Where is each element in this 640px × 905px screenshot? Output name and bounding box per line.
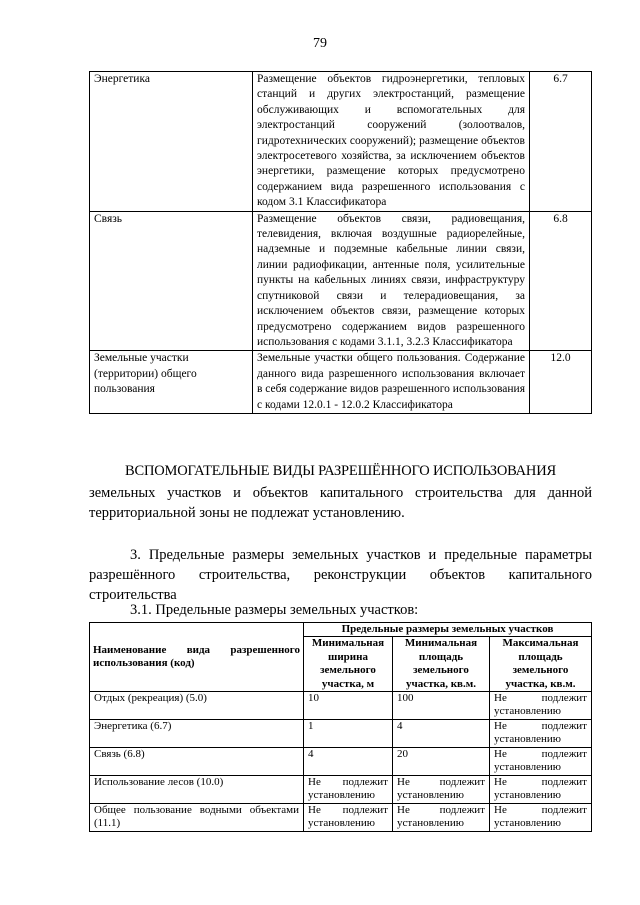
row-max-area: Не подлежит установлению [490, 692, 592, 720]
use-code-cell: 6.7 [530, 72, 592, 212]
row-max-area: Не подлежит установлению [490, 748, 592, 776]
row-min-width: Не подлежит установлению [304, 804, 393, 832]
use-description-cell: Размещение объектов связи, радиовещания, телевидения, включая воздушные радиорелейные, надземные и подземные кабельные линии связи, линии радиофикации, антенные поля, усилительные пункты на кабельных линиях связи, инфраструктуру спутниковой связи и телерадиовещания, за исключением объектов связи, размещение которых предусмотрено содержанием видов разрешенного использования с кодами 3.1.1, 3.2.3 Классификатора [253, 211, 530, 351]
table-row [90, 748, 592, 776]
row-max-area: Не подлежит установлению [490, 720, 592, 748]
row-min-width: 1 [304, 720, 393, 748]
use-name-cell: Земельные участки (территории) общего пользования [90, 351, 253, 414]
use-code-cell: 12.0 [530, 351, 592, 414]
use-description-cell: Размещение объектов гидроэнергетики, тепловых станций и других электростанций, размещение обслуживающих и вспомогательных для электростанций сооружений (золоотвалов, гидротехнических сооружений); размещение объектов электросетевого хозяйства, за исключением объектов энергетики, размещение которых предусмотрено содержанием вида разрешенного использования с кодом 3.1 Классификатора [253, 72, 530, 212]
header-min-width: Минимальная ширина земельного участка, м [304, 637, 393, 692]
table-row [90, 211, 592, 351]
row-max-area: Не подлежит установлению [490, 776, 592, 804]
row-min-width: 10 [304, 692, 393, 720]
header-use-name: Наименование вида разрешенного использования (код) [90, 623, 304, 692]
header-group: Предельные размеры земельных участков [304, 623, 592, 637]
section-heading-continuation: земельных участков и объектов капитального строительства для данной территориальной зоны не подлежат установлению. [89, 485, 592, 521]
row-use-name: Общее пользование водными объектами (11.1) [90, 804, 304, 832]
row-min-area: 4 [393, 720, 490, 748]
header-min-area: Минимальная площадь земельного участка, кв.м. [393, 637, 490, 692]
row-use-name: Использование лесов (10.0) [90, 776, 304, 804]
row-min-width: Не подлежит установлению [304, 776, 393, 804]
table-row [90, 804, 592, 832]
section-heading: ВСПОМОГАТЕЛЬНЫЕ ВИДЫ РАЗРЕШЁННОГО ИСПОЛЬЗОВАНИЯ [125, 463, 556, 479]
use-name-cell: Энергетика [90, 72, 253, 212]
row-min-area: 100 [393, 692, 490, 720]
table-header-row [90, 623, 592, 637]
row-min-area: Не подлежит установлению [393, 776, 490, 804]
table-row [90, 720, 592, 748]
row-min-width: 4 [304, 748, 393, 776]
paragraph-3: 3. Предельные размеры земельных участков и предельные параметры разрешённого строительства, реконструкции объектов капитального строительства [89, 547, 592, 603]
row-min-area: 20 [393, 748, 490, 776]
table-row [90, 776, 592, 804]
row-min-area: Не подлежит установлению [393, 804, 490, 832]
table-row [90, 72, 592, 212]
row-use-name: Энергетика (6.7) [90, 720, 304, 748]
page-number: 79 [313, 36, 327, 51]
row-use-name: Связь (6.8) [90, 748, 304, 776]
table-row [90, 692, 592, 720]
header-max-area: Максимальная площадь земельного участка, кв.м. [490, 637, 592, 692]
table-row [90, 351, 592, 414]
row-use-name: Отдых (рекреация) (5.0) [90, 692, 304, 720]
permitted-use-table [89, 71, 592, 414]
use-name-cell: Связь [90, 211, 253, 351]
land-plot-size-table [89, 622, 592, 832]
use-description-cell: Земельные участки общего пользования. Содержание данного вида разрешенного использования включает в себя содержание видов разрешенного использования с кодами 12.0.1 - 12.0.2 Классификатора [253, 351, 530, 414]
use-code-cell: 6.8 [530, 211, 592, 351]
row-max-area: Не подлежит установлению [490, 804, 592, 832]
paragraph-3-1: 3.1. Предельные размеры земельных участков: [130, 602, 419, 618]
